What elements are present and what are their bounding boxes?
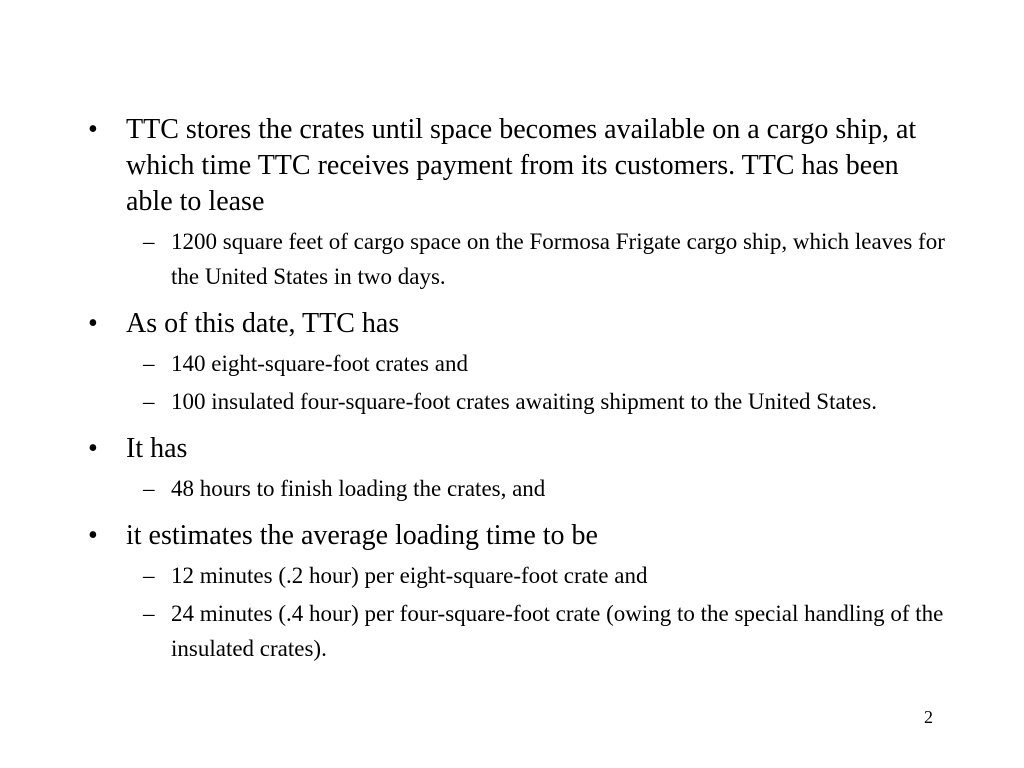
bullet-text: As of this date, TTC has (126, 308, 400, 339)
bullet-item (88, 431, 948, 467)
bullet-marker: • (88, 433, 98, 464)
sub-bullet-marker: – (143, 476, 155, 501)
sub-bullet-text: 48 hours to finish loading the crates, and (171, 476, 546, 501)
bullet-item (88, 112, 948, 220)
sub-bullet-item (88, 558, 948, 593)
sub-bullet-text: 1200 square feet of cargo space on the Formosa Frigate cargo ship, which leaves for the United States in two days. (171, 229, 945, 289)
page-number: 2 (924, 707, 933, 727)
sub-bullet-marker: – (143, 601, 155, 626)
bullet-text: TTC stores the crates until space becomes available on a cargo ship, at which time TTC receives payment from its customers. TTC has been able to lease (126, 114, 917, 217)
sub-bullet-item (88, 346, 948, 381)
bullet-marker: • (88, 308, 98, 339)
sub-bullet-item (88, 596, 948, 666)
sub-bullet-marker: – (143, 563, 155, 588)
bullet-text: It has (126, 433, 188, 464)
sub-bullet-text: 100 insulated four-square-foot crates awaiting shipment to the United States. (171, 389, 877, 414)
bullet-item (88, 518, 948, 554)
sub-bullet-item (88, 384, 948, 419)
sub-bullet-marker: – (143, 229, 155, 254)
sub-bullet-text: 12 minutes (.2 hour) per eight-square-foot crate and (171, 563, 648, 588)
sub-bullet-text: 140 eight-square-foot crates and (171, 351, 468, 376)
sub-bullet-item (88, 471, 948, 506)
sub-bullet-item (88, 224, 948, 294)
sub-bullet-text: 24 minutes (.4 hour) per four-square-foot crate (owing to the special handling of the insulated crates). (171, 601, 944, 661)
sub-bullet-marker: – (143, 389, 155, 414)
bullet-list (88, 112, 948, 669)
bullet-marker: • (88, 520, 98, 551)
sub-bullet-marker: – (143, 351, 155, 376)
bullet-text: it estimates the average loading time to be (126, 520, 598, 551)
bullet-marker: • (88, 114, 98, 145)
bullet-item (88, 306, 948, 342)
